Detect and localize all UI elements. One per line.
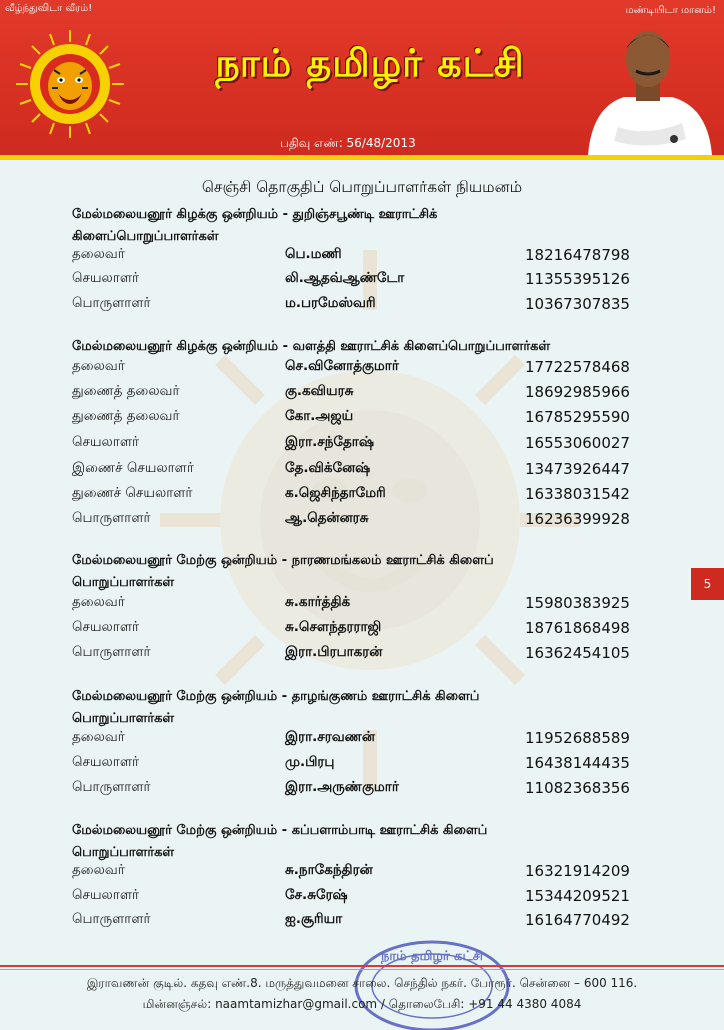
- officer-name: ஐ.சூரியா: [285, 911, 343, 927]
- motto-right: மண்டியிடா மானம்!: [625, 5, 716, 16]
- footer-contact: மின்னஞ்சல்: naamtamizhar@gmail.com / தொலைபேசி: +91 44 4380 4084: [142, 997, 582, 1011]
- section-heading-line1: மேல்மலையனூர் மேற்கு ஒன்றியம் - கப்பளாம்பாடி ஊராட்சிக் கிளைப்: [72, 823, 488, 838]
- section-heading: [72, 820, 652, 864]
- officer-name: மு.பிரபு: [285, 754, 335, 770]
- officer-name: கோ.அஜய்: [285, 408, 354, 424]
- officer-phone: 18761868498: [525, 619, 630, 637]
- header-stripe: [0, 155, 724, 160]
- officer-phone: 10367307835: [525, 295, 630, 313]
- officer-role: துணைத் தலைவர்: [72, 408, 180, 424]
- officer-role: பொருளாளர்: [72, 644, 151, 660]
- officer-phone: 18692985966: [525, 383, 630, 401]
- officer-row: [72, 729, 632, 749]
- officer-role: பொருளாளர்: [72, 510, 151, 526]
- officer-name: செ.வினோத்குமார்: [285, 358, 399, 374]
- officer-name: கு.கவியரசு: [285, 383, 354, 399]
- officer-row: [72, 862, 632, 882]
- officer-row: [72, 779, 632, 799]
- section-heading-line2: பொறுப்பாளர்கள்: [72, 711, 175, 726]
- document-title: செஞ்சி தொகுதிப் பொறுப்பாளர்கள் நியமனம்: [201, 178, 523, 196]
- officer-name: சே.சுரேஷ்: [285, 887, 348, 903]
- officer-phone: 11952688589: [525, 729, 630, 747]
- section-heading: [72, 336, 652, 358]
- officer-row: [72, 295, 632, 315]
- footer-divider: [0, 969, 724, 970]
- officer-name: சு.சௌந்தரராஜி: [285, 619, 382, 635]
- officer-name: ம.பரமேஸ்வரி: [285, 295, 376, 311]
- section-heading-line1: மேல்மலையனூர் மேற்கு ஒன்றியம் - தாழங்குணம் ஊராட்சிக் கிளைப்: [72, 689, 480, 704]
- section-heading-line1: மேல்மலையனூர் கிழக்கு ஒன்றியம் - துறிஞ்சபூண்டி ஊராட்சிக்: [72, 207, 438, 222]
- section-heading-line2: பொறுப்பாளர்கள்: [72, 845, 175, 860]
- officer-row: [72, 246, 632, 266]
- officer-name: லி.ஆதவ்ஆண்டோ: [285, 270, 405, 286]
- officer-role: தலைவர்: [72, 594, 125, 610]
- officer-name: சு.நாகேந்திரன்: [285, 862, 373, 878]
- officer-row: [72, 887, 632, 907]
- footer-divider: [0, 965, 724, 967]
- officer-phone: 17722578468: [525, 358, 630, 376]
- section-heading: [72, 550, 652, 594]
- officer-role: செயலாளர்: [72, 754, 140, 770]
- leader-photo: [578, 15, 718, 155]
- officer-phone: 16236399928: [525, 510, 630, 528]
- officer-name: சு.கார்த்திக்: [285, 594, 351, 610]
- officer-role: பொருளாளர்: [72, 911, 151, 927]
- officer-phone: 15980383925: [525, 594, 630, 612]
- officer-name: இரா.பிரபாகரன்: [285, 644, 383, 660]
- officer-row: [72, 485, 632, 505]
- registration-number: பதிவு எண்: 56/48/2013: [280, 136, 416, 150]
- officer-row: [72, 434, 632, 454]
- officer-name: ஆ.தென்னரசு: [285, 510, 369, 526]
- officer-phone: 16553060027: [525, 434, 630, 452]
- officer-role: தலைவர்: [72, 246, 125, 262]
- officer-row: [72, 911, 632, 931]
- officer-role: பொருளாளர்: [72, 779, 151, 795]
- officer-role: செயலாளர்: [72, 619, 140, 635]
- officer-phone: 11355395126: [525, 270, 630, 288]
- officer-phone: 16438144435: [525, 754, 630, 772]
- letterhead-header: [0, 0, 724, 158]
- section-heading-line1: மேல்மலையனூர் கிழக்கு ஒன்றியம் - வளத்தி ஊராட்சிக் கிளைப்பொறுப்பாளர்கள்: [72, 339, 551, 354]
- officer-role: செயலாளர்: [72, 434, 140, 450]
- officer-name: க.ஜெசிந்தாமேரி: [285, 485, 386, 501]
- officer-row: [72, 510, 632, 530]
- officer-name: இரா.சந்தோஷ்: [285, 434, 374, 450]
- officer-name: பெ.மணி: [285, 246, 342, 262]
- officer-row: [72, 358, 632, 378]
- officer-row: [72, 644, 632, 664]
- officer-role: தலைவர்: [72, 862, 125, 878]
- seal-text: நாம் தமிழர் கட்சி: [380, 949, 484, 964]
- officer-phone: 13473926447: [525, 460, 630, 478]
- officer-row: [72, 754, 632, 774]
- officer-row: [72, 460, 632, 480]
- officer-row: [72, 383, 632, 403]
- officer-row: [72, 408, 632, 428]
- footer-address: இராவணன் குடில். கதவு எண்.8. மருத்துவமனை சாலை. செந்தில் நகர். போரூர். சென்னை – 600 116.: [86, 976, 638, 990]
- officer-name: தே.விக்னேஷ்: [285, 460, 371, 476]
- officer-row: [72, 594, 632, 614]
- officer-row: [72, 619, 632, 639]
- section-heading-line1: மேல்மலையனூர் மேற்கு ஒன்றியம் - நாரணமங்கலம் ஊராட்சிக் கிளைப்: [72, 553, 494, 568]
- officer-name: இரா.அருண்குமார்: [285, 779, 399, 795]
- officer-phone: 16164770492: [525, 911, 630, 929]
- officer-phone: 11082368356: [525, 779, 630, 797]
- officer-role: இணைச் செயலாளர்: [72, 460, 194, 476]
- section-heading-line2: கிளைப்பொறுப்பாளர்கள்: [72, 229, 219, 244]
- section-heading: [72, 686, 652, 730]
- officer-phone: 18216478798: [525, 246, 630, 264]
- page-number: 5: [691, 568, 724, 600]
- party-name-title: நாம் தமிழர் கட்சி: [215, 40, 525, 85]
- officer-phone: 15344209521: [525, 887, 630, 905]
- officer-role: செயலாளர்: [72, 887, 140, 903]
- officer-phone: 16338031542: [525, 485, 630, 503]
- section-heading-line2: பொறுப்பாளர்கள்: [72, 575, 175, 590]
- officer-name: இரா.சரவணன்: [285, 729, 375, 745]
- officer-phone: 16321914209: [525, 862, 630, 880]
- officer-role: செயலாளர்: [72, 270, 140, 286]
- officer-role: தலைவர்: [72, 358, 125, 374]
- officer-role: தலைவர்: [72, 729, 125, 745]
- officer-role: பொருளாளர்: [72, 295, 151, 311]
- officer-phone: 16785295590: [525, 408, 630, 426]
- section-heading: [72, 204, 652, 248]
- officer-phone: 16362454105: [525, 644, 630, 662]
- motto-left: வீழ்ந்துவிடா வீரம்!: [5, 3, 93, 14]
- officer-row: [72, 270, 632, 290]
- tiger-emblem-icon: [14, 28, 126, 140]
- officer-role: துணைச் செயலாளர்: [72, 485, 193, 501]
- officer-role: துணைத் தலைவர்: [72, 383, 180, 399]
